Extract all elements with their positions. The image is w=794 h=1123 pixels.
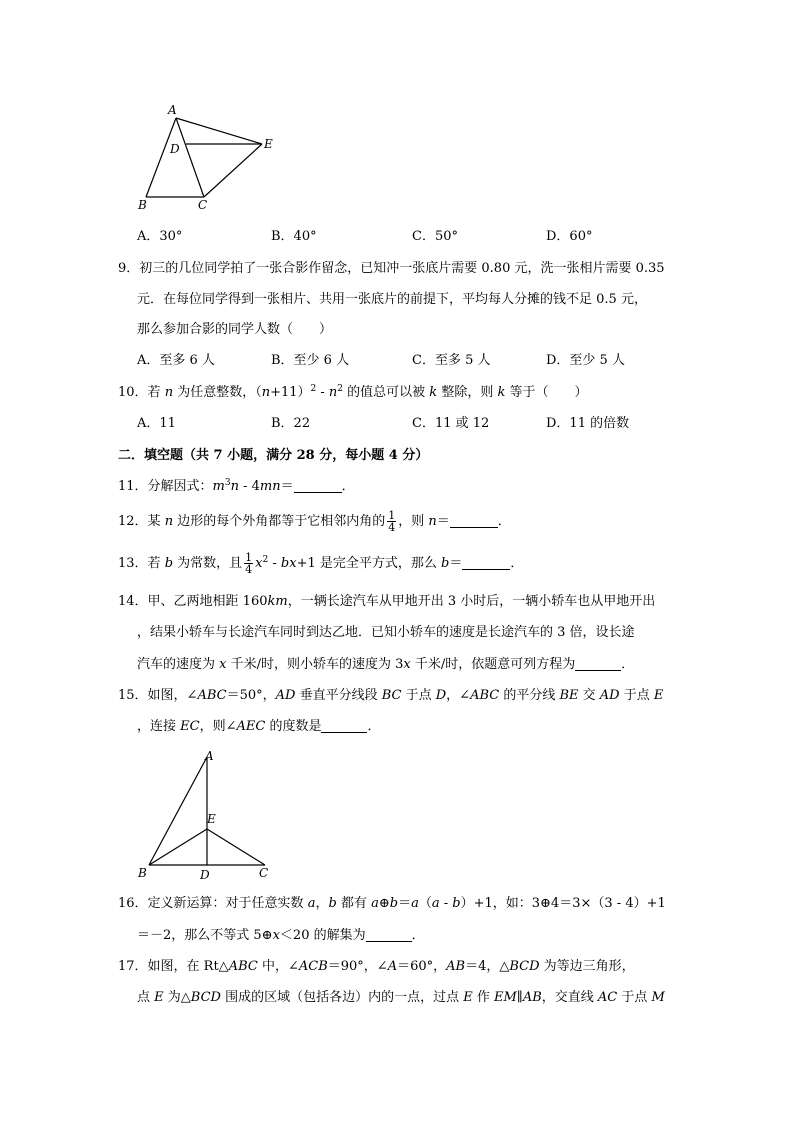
q16-text: 都有 [336,896,372,911]
q16-line-2 [137,926,425,946]
point-label-b: B [138,198,147,212]
q10-option-c[interactable]: C．11 或 12 [412,416,490,431]
var-a: a [307,896,316,911]
q15-text: ． [367,719,381,734]
var-bx: bx [280,556,297,571]
q17-text: 为△ [163,990,191,1005]
q14-line-3 [137,655,634,675]
q13-text: ． [510,556,524,571]
q10-options [0,414,794,434]
var-mn: mn [259,479,281,494]
segment-be: BE [559,688,579,703]
q17-text: 于点 [617,990,652,1005]
q16-text: ⊕ [378,896,390,911]
var-x: x [272,928,280,943]
q14-answer-blank[interactable] [575,656,621,671]
triangle-bcd: BCD [509,959,540,974]
var-b: b [389,896,399,911]
q15-text: 交 [578,688,600,703]
var-a: a [371,896,379,911]
q12-text: ． [497,514,511,529]
q15-line-1 [118,686,663,706]
point-label-a: A [168,103,177,117]
q15-text: ，∠ [446,688,471,703]
q17-text: 为等边三角形， [539,959,635,974]
var-b: b [441,556,450,571]
q14-text: ． [621,657,635,672]
q15-text: ＝50°， [226,688,276,703]
line-ac: AC [597,990,618,1005]
q16-answer-blank[interactable] [366,927,412,942]
segment-ab: AB [446,959,466,974]
point-label-d: D [200,868,210,882]
q10-text: 整除，则 [437,385,498,400]
q15-text: 垂直平分线段 [295,688,382,703]
q13-text: ＝ [449,556,463,571]
fraction-denominator: 4 [245,563,253,576]
q8-option-d[interactable]: D．60° [546,229,593,244]
q14-line-1 [118,592,655,612]
angle-abc: ABC [197,688,227,703]
q16-text: - [439,896,453,911]
q17-text: ∥ [516,990,523,1005]
segment-ec: EC [180,719,200,734]
exponent: 2 [262,555,269,565]
section-2-title: 二．填空题（共 7 小题，满分 28 分，每小题 4 分） [118,448,429,463]
angle-aec: AEC [236,719,266,734]
q17-text: ＝4，△ [465,959,510,974]
q9-option-a[interactable]: A．至多 6 人 [137,353,215,368]
q9-option-b[interactable]: B．至少 6 人 [271,353,350,368]
q9-option-d[interactable]: D．至少 5 人 [546,353,625,368]
q10-option-b[interactable]: B．22 [271,416,311,431]
q16-text: ）+1，如：3⊕4＝3×（3 - 4）+1 [460,896,666,911]
q10-option-d[interactable]: D．11 的倍数 [546,416,630,431]
q12-text: 12．某 [118,514,165,529]
q17-text: 围成的区域（包括各边）内的一点，过点 [220,990,464,1005]
q16-text: 16．定义新运算：对于任意实数 [118,896,308,911]
q14-line-2: ，结果小轿车与长途汽车同时到达乙地．已知小轿车的速度是长途汽车的 3 倍，设长途 [137,625,635,640]
var-b: b [452,896,461,911]
segment-ad: AD [275,688,296,703]
q15-text: 的平分线 [499,688,560,703]
q13-text: - [268,556,281,571]
q11-text: - 4 [238,479,260,494]
var-k: k [429,385,438,400]
q9-line-2: 元．在每位同学得到一张相片、共用一张底片的前提下，平均每人分摊的钱不足 0.5 元， [137,292,647,307]
q12-text: ＝ [436,514,450,529]
q11-text: ． [341,479,355,494]
point-label-d: D [170,142,180,156]
q11-stem [118,477,355,497]
q13-answer-blank[interactable] [462,555,510,570]
q9-line-3: 那么参加合影的同学人数（ ） [137,322,333,337]
q15-text: 于点 [619,688,654,703]
var-a: a [431,896,440,911]
var-n: n [261,385,271,400]
q16-text: ． [411,928,425,943]
q17-text: 中，∠ [257,959,299,974]
exponent: 2 [310,384,317,394]
q12-text: ，则 [398,514,429,529]
figure-triangle-abc-bisector [130,745,280,885]
q15-answer-blank[interactable] [321,718,367,733]
q8-options [0,227,794,247]
point-e: E [154,990,164,1005]
point-label-c: C [198,198,208,212]
var-k: k [497,385,506,400]
q13-text: 为常数，且 [173,556,243,571]
q14-text: 千米/时，依题意可列方程为 [410,657,576,672]
var-a: a [411,896,419,911]
fraction-one-quarter [387,510,396,533]
segment-ad: AD [599,688,620,703]
angle-acb: ACB [298,959,328,974]
q10-text: 10．若 [118,385,165,400]
q8-option-b[interactable]: B．40° [271,229,317,244]
q15-text: ，则∠ [199,719,237,734]
q10-text: +11） [270,385,311,400]
q16-text: ＝ [398,896,412,911]
fraction-denominator: 4 [388,521,396,534]
q10-option-a[interactable]: A．11 [137,416,176,431]
q13-stem [118,552,523,575]
q16-line-1 [118,894,666,914]
fraction-numerator: 1 [245,551,253,564]
q11-answer-blank[interactable] [294,478,342,493]
segment-em: EM [493,990,517,1005]
var-x: x [219,657,227,672]
q14-text: ，一辆长途汽车从甲地开出 3 小时后，一辆小轿车也从甲地开出 [287,594,656,609]
figure-triangle-abc-with-e [130,100,290,215]
q12-text: 边形的每个外角都等于它相邻内角的 [173,514,386,529]
q15-text: 于点 [401,688,436,703]
exponent: 3 [224,478,231,488]
q10-stem [118,383,587,403]
q15-text: 15．如图，∠ [118,688,198,703]
q8-option-a[interactable]: A．30° [137,229,183,244]
point-e: E [653,688,664,703]
q9-options [0,351,794,371]
var-x: x [403,657,411,672]
q12-answer-blank[interactable] [450,513,498,528]
triangle-abc: ABC [228,959,258,974]
q10-text: 的值总可以被 [343,385,430,400]
point-label-e: E [264,137,273,151]
q16-text: ， [315,896,329,911]
q17-text: ，交直线 [541,990,598,1005]
var-x: x [255,556,263,571]
fraction-numerator: 1 [388,509,396,522]
q10-text: 等于（ ） [505,385,588,400]
q16-text: ＜20 的解集为 [279,928,366,943]
var-b: b [164,556,174,571]
var-b: b [328,896,337,911]
var-m: m [212,479,225,494]
angle-abc: ABC [470,688,500,703]
exponent: 2 [337,384,344,394]
q14-text: 千米/时，则小轿车的速度为 3 [226,657,404,672]
q12-stem [118,510,511,533]
q17-line-2 [137,988,665,1008]
point-label-b: B [138,866,147,880]
segment-ab: AB [522,990,542,1005]
q10-text: 为任意整数，（ [173,385,262,400]
angle-a: A [387,959,398,974]
point-label-c: C [259,866,269,880]
q17-text: ＝60°， [397,959,447,974]
q11-text: 11．分解因式： [118,479,213,494]
unit-km: km [267,594,288,609]
var-n: n [230,479,239,494]
var-n: n [428,514,437,529]
q17-text: 点 [137,990,155,1005]
q15-text: ，连接 [137,719,181,734]
q11-text: ＝ [280,479,294,494]
point-label-e: E [207,812,216,826]
q17-line-1 [118,957,635,977]
q14-text: 汽车的速度为 [137,657,220,672]
q16-text: （ [418,896,432,911]
q9-line-1: 9．初三的几位同学拍了一张合影作留念，已知冲一张底片需要 0.80 元，洗一张相片需要 0.35 [118,261,665,276]
q14-text: 14．甲、乙两地相距 160 [118,594,268,609]
q17-text: ＝90°，∠ [327,959,388,974]
point-e: E [463,990,473,1005]
q13-text: +1 是完全平方式，那么 [296,556,441,571]
q16-text: ＝－2，那么不等式 5⊕ [137,928,273,943]
fraction-one-quarter [244,552,253,575]
q9-option-c[interactable]: C．至多 5 人 [412,353,491,368]
var-n: n [164,514,174,529]
q15-line-2 [137,717,380,737]
point-d: D [435,688,447,703]
point-label-a: A [205,749,214,763]
q10-text: - [316,385,329,400]
q17-text: 17．如图，在 Rt△ [118,959,229,974]
var-n: n [164,385,174,400]
triangle-bcd: BCD [190,990,221,1005]
q17-text: 作 [472,990,494,1005]
segment-bc: BC [381,688,402,703]
q8-option-c[interactable]: C．50° [412,229,458,244]
var-n: n [328,385,338,400]
q13-text: 13．若 [118,556,165,571]
q15-text: 的度数是 [265,719,322,734]
point-m: M [651,990,665,1005]
